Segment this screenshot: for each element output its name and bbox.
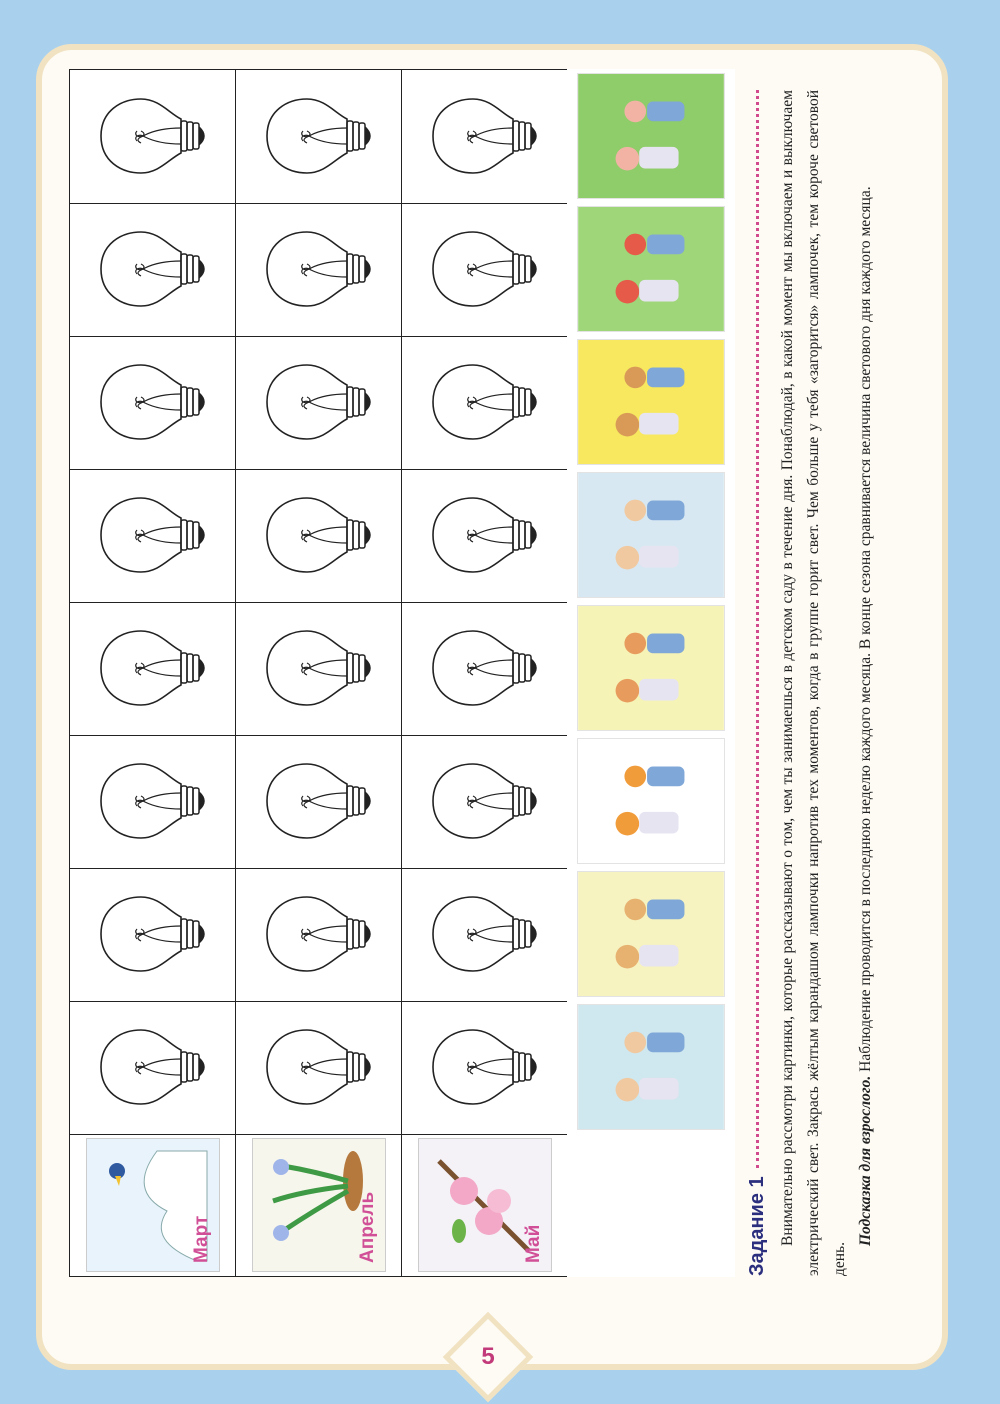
scene-cell [567, 734, 735, 869]
bulb-cell[interactable] [235, 468, 403, 603]
bulb-cell[interactable] [69, 867, 237, 1002]
adult-hint-text: Наблюдение проводится в последнюю неделю каждого месяца. В конце сезона сравнивается величина светового дня каждого месяца. [857, 186, 874, 1076]
bulb-cell[interactable] [401, 867, 569, 1002]
bulb-cell[interactable] [69, 468, 237, 603]
bulb-cell[interactable] [235, 867, 403, 1002]
adult-hint [853, 90, 879, 1276]
bulb-cell[interactable] [235, 1000, 403, 1135]
task-title: Задание 1 [746, 1176, 768, 1276]
scene-cell [567, 69, 735, 204]
scene-cell [567, 601, 735, 736]
lightbulb-icon[interactable] [425, 92, 545, 182]
month-label: Апрель [357, 1191, 378, 1263]
month-cell-april [235, 1133, 403, 1277]
lightbulb-icon[interactable] [259, 890, 379, 980]
going-home-scene [577, 74, 725, 200]
lightbulb-icon[interactable] [259, 92, 379, 182]
month-cell-may [401, 1133, 569, 1277]
bulb-cell[interactable] [401, 734, 569, 869]
bulb-grid [70, 70, 734, 1276]
adult-hint-label: Подсказка для взрослого. [857, 1075, 874, 1246]
month-picture-march [86, 1138, 220, 1272]
lightbulb-icon[interactable] [425, 890, 545, 980]
lightbulb-icon[interactable] [425, 358, 545, 448]
bulb-cell[interactable] [69, 1000, 237, 1135]
scene-cell [567, 202, 735, 337]
bulb-cell[interactable] [69, 601, 237, 736]
lightbulb-icon[interactable] [93, 92, 213, 182]
task-instructions: Внимательно рассмотри картинки, которые рассказывают о том, чем ты занимаешься в детском саду в течение дня. Понаблюдай, в какой момент мы включаем и выключаем электрический свет. Закрась жёлтым карандашом лампочки напротив тех моментов, когда в группе горит свет. Чем больше у тебя «загорится» лампочек, тем короче световой день. [779, 90, 848, 1276]
bulb-cell[interactable] [401, 1000, 569, 1135]
empty-corner [567, 1133, 735, 1277]
lightbulb-icon[interactable] [425, 624, 545, 714]
lightbulb-icon[interactable] [93, 890, 213, 980]
exercise-scene [577, 1005, 725, 1131]
lightbulb-icon[interactable] [93, 624, 213, 714]
nap-scene [577, 473, 725, 599]
bulb-cell[interactable] [235, 335, 403, 470]
bulb-cell[interactable] [235, 734, 403, 869]
toys-scene [577, 340, 725, 466]
bulb-cell[interactable] [69, 734, 237, 869]
bulb-cell[interactable] [401, 69, 569, 204]
lightbulb-icon[interactable] [425, 225, 545, 315]
scene-cell [567, 468, 735, 603]
bulb-cell[interactable] [235, 601, 403, 736]
bulb-cell[interactable] [401, 335, 569, 470]
bulb-cell[interactable] [69, 335, 237, 470]
month-label: Март [191, 1215, 212, 1263]
month-picture-may [418, 1138, 552, 1272]
bulb-cell[interactable] [235, 202, 403, 337]
month-cell-march [69, 1133, 237, 1277]
lightbulb-icon[interactable] [259, 757, 379, 847]
bulb-cell[interactable] [235, 69, 403, 204]
bulb-cell[interactable] [69, 202, 237, 337]
task-text-block [746, 90, 879, 1276]
lightbulb-icon[interactable] [259, 491, 379, 581]
lightbulb-icon[interactable] [93, 358, 213, 448]
worksheet-content [70, 90, 910, 1276]
lightbulb-icon[interactable] [259, 1023, 379, 1113]
lightbulb-icon[interactable] [93, 1023, 213, 1113]
bulb-cell[interactable] [401, 202, 569, 337]
lightbulb-icon[interactable] [425, 491, 545, 581]
bulb-cell[interactable] [69, 69, 237, 204]
lightbulb-icon[interactable] [425, 757, 545, 847]
title-divider [756, 90, 759, 1168]
lightbulb-icon[interactable] [259, 624, 379, 714]
task-title-row [746, 90, 769, 1276]
breakfast-scene [577, 872, 725, 998]
lightbulb-icon[interactable] [425, 1023, 545, 1113]
scene-cell [567, 335, 735, 470]
lightbulb-icon[interactable] [93, 491, 213, 581]
lightbulb-icon[interactable] [93, 757, 213, 847]
lightbulb-icon[interactable] [93, 225, 213, 315]
bulb-cell[interactable] [401, 601, 569, 736]
lunch-scene [577, 606, 725, 732]
outdoor-play-scene [577, 207, 725, 333]
painting-scene [577, 739, 725, 865]
page-number: 5 [481, 1343, 495, 1370]
bulb-cell[interactable] [401, 468, 569, 603]
lightbulb-icon[interactable] [259, 358, 379, 448]
lightbulb-icon[interactable] [259, 225, 379, 315]
scene-cell [567, 1000, 735, 1135]
month-picture-april [252, 1138, 386, 1272]
scene-cell [567, 867, 735, 1002]
month-label: Май [523, 1224, 544, 1263]
